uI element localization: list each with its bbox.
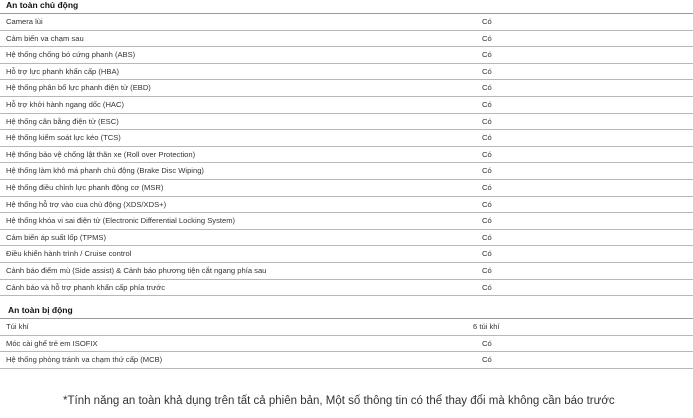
- feature-label: Hệ thống phân bổ lực phanh điện tử (EBD): [6, 83, 151, 93]
- feature-label: Hệ thống khóa vi sai điện tử (Electronic Differential Locking System): [6, 216, 236, 226]
- feature-label: Camera lùi: [6, 17, 43, 26]
- table-row: [0, 114, 693, 131]
- feature-label: Hỗ trợ lực phanh khẩn cấp (HBA): [6, 66, 120, 76]
- feature-value: Có: [482, 249, 492, 259]
- feature-value: Có: [482, 66, 492, 76]
- feature-value: Có: [482, 265, 492, 275]
- table-row: [0, 197, 693, 214]
- feature-value: Có: [482, 282, 492, 292]
- feature-value: Có: [482, 149, 492, 159]
- feature-value: Có: [482, 166, 492, 176]
- feature-label: Hệ thống phòng tránh va chạm thứ cấp (MCB): [6, 355, 163, 365]
- table-row: [0, 319, 693, 336]
- table-row: [0, 97, 693, 114]
- feature-value: Có: [482, 232, 492, 242]
- feature-value: Có: [482, 199, 492, 209]
- feature-value: Có: [482, 116, 492, 126]
- feature-value: Có: [482, 182, 492, 192]
- feature-label: Hỗ trợ khởi hành ngang dốc (HAC): [6, 99, 125, 109]
- table-row: [0, 180, 693, 197]
- table-row: [0, 147, 693, 164]
- feature-label: Hệ thống bảo vệ chống lật thân xe (Roll over Protection): [6, 149, 196, 159]
- feature-label: Cảm biến va chạm sau: [6, 33, 84, 43]
- table-row: [0, 80, 693, 97]
- feature-label: Hệ thống cân bằng điện tử (ESC): [6, 116, 119, 126]
- feature-label: Hệ thống chống bó cứng phanh (ABS): [6, 50, 136, 60]
- table-row: [0, 280, 693, 297]
- feature-value: Có: [482, 133, 492, 143]
- feature-value: Có: [482, 355, 492, 365]
- feature-label: Điều khiển hành trình / Cruise control: [6, 249, 132, 259]
- feature-value: Có: [482, 17, 492, 26]
- table-row: [0, 336, 693, 353]
- feature-value: Có: [482, 50, 492, 60]
- feature-label: Hệ thống hỗ trợ vào cua chủ động (XDS/XDS+): [6, 199, 167, 209]
- table-row: [0, 213, 693, 230]
- table-row: [0, 246, 693, 263]
- feature-value: 6 túi khí: [473, 322, 500, 332]
- table-row: [0, 14, 693, 31]
- feature-label: Hệ thống kiểm soát lực kéo (TCS): [6, 133, 121, 143]
- feature-label: Hệ thống làm khô má phanh chủ động (Brake Disc Wiping): [6, 166, 204, 176]
- feature-label: Cảm biến áp suất lốp (TPMS): [6, 232, 107, 242]
- table-row: [0, 230, 693, 247]
- table-row: [0, 263, 693, 280]
- table-row: [0, 64, 693, 81]
- feature-label: Cảnh báo và hỗ trợ phanh khẩn cấp phía trước: [6, 282, 166, 292]
- feature-value: Có: [482, 338, 492, 348]
- footnote: *Tính năng an toàn khả dụng trên tất cả phiên bản, Một số thông tin có thể thay đổi mà không cần báo trước: [63, 395, 615, 407]
- feature-label: Móc cài ghế trẻ em ISOFIX: [6, 338, 98, 348]
- active-safety-table: [0, 13, 693, 296]
- feature-value: Có: [482, 83, 492, 93]
- feature-label: Túi khí: [6, 322, 29, 332]
- table-row: [0, 163, 693, 180]
- table-row: [0, 47, 693, 64]
- passive-safety-table: [0, 318, 693, 369]
- passive-safety-title: An toàn bị động: [8, 305, 73, 316]
- active-safety-title: An toàn chủ động: [6, 0, 79, 10]
- feature-label: Cảnh báo điểm mù (Side assist) & Cảnh báo phương tiện cắt ngang phía sau: [6, 265, 267, 275]
- feature-value: Có: [482, 216, 492, 226]
- table-row: [0, 31, 693, 48]
- feature-label: Hệ thống điều chỉnh lực phanh động cơ (MSR): [6, 182, 164, 192]
- feature-value: Có: [482, 33, 492, 43]
- table-row: [0, 352, 693, 369]
- table-row: [0, 130, 693, 147]
- feature-value: Có: [482, 99, 492, 109]
